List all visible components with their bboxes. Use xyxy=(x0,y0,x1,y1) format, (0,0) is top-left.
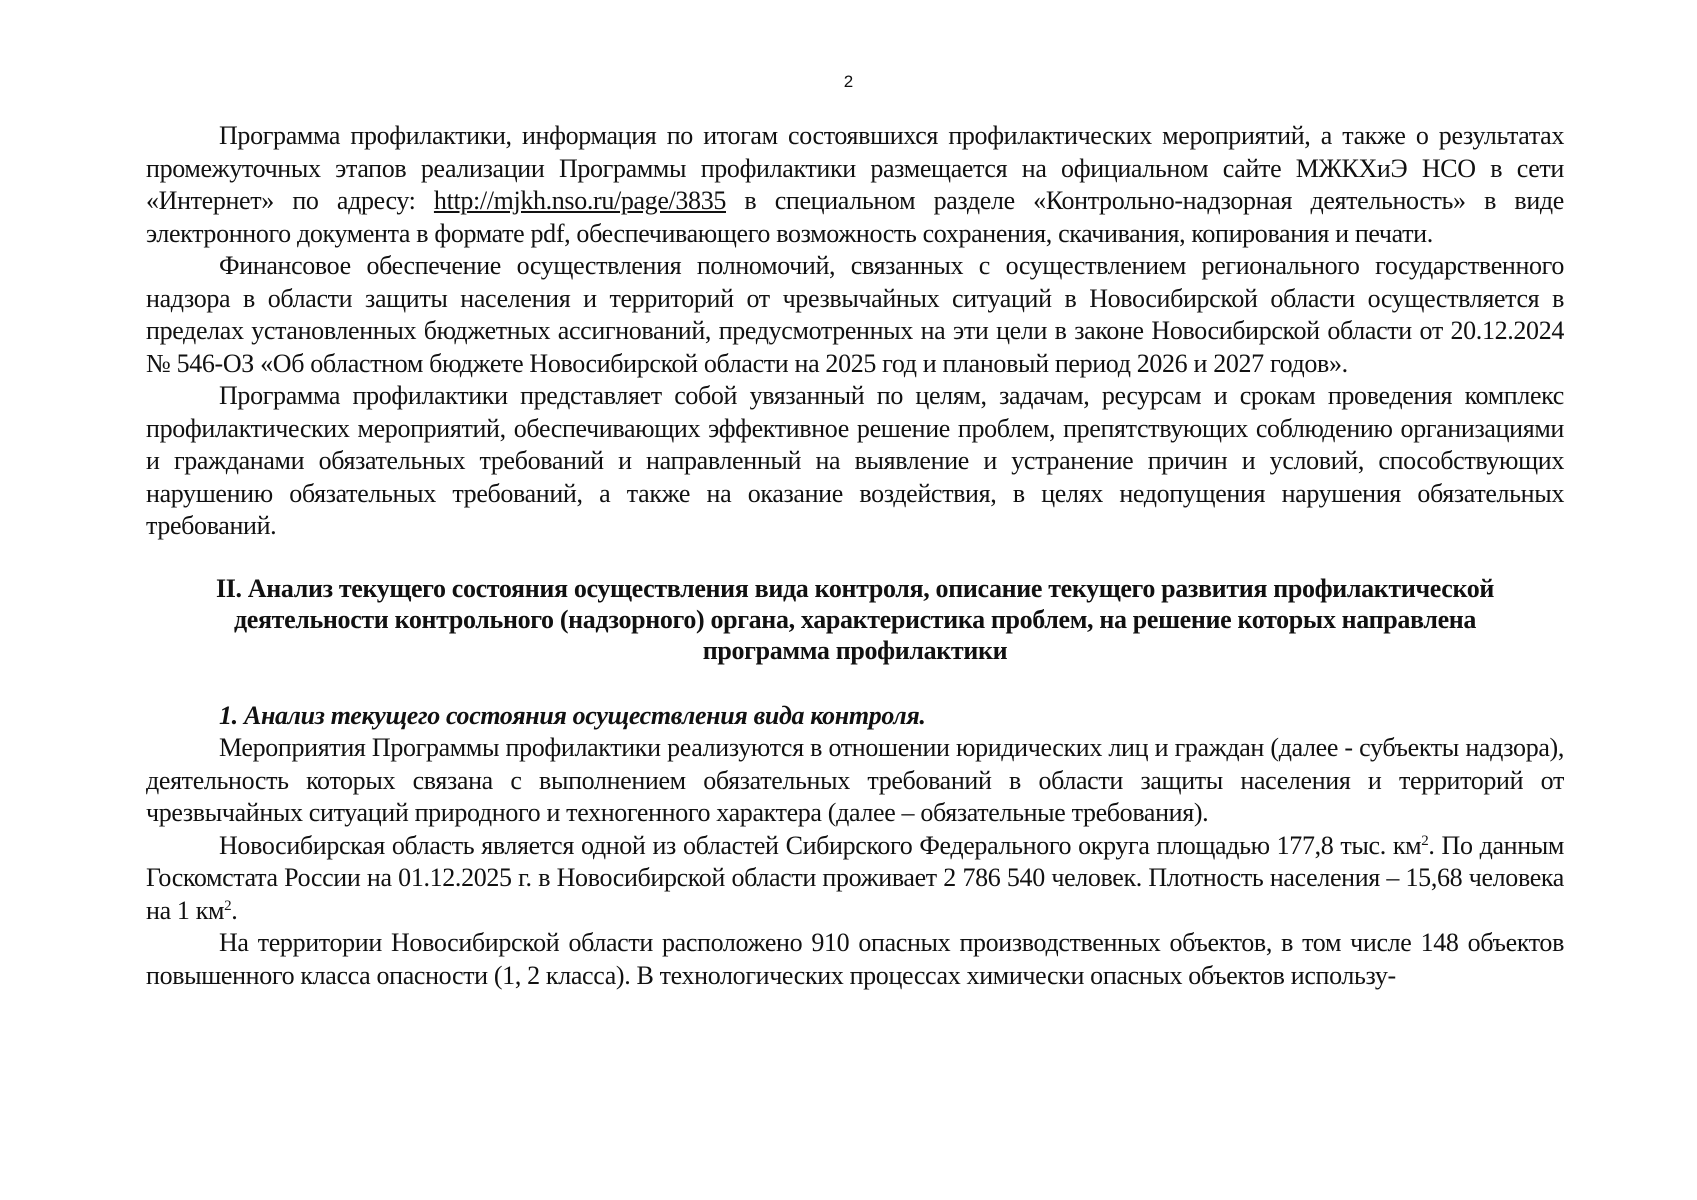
paragraph-program-description: Программа профилактики представляет собой увязанный по целям, задачам, ресурсам и срокам проведения комплекс профилактических мероприятий, обеспечивающих эффективное решение проблем, препятствующих соблюдению организациями и гражданами обязательных требований и направленный на выявление и устранение причин и условий, способствующих нарушению обязательных требований, а также на оказание воздействия, в целях недопущения нарушения обязательных требований. xyxy=(146,381,1564,540)
paragraph-publication-info xyxy=(146,120,1564,250)
page-number: 2 xyxy=(843,72,854,91)
paragraph-subjects: Мероприятия Программы профилактики реализуются в отношении юридических лиц и граждан (далее - субъекты надзора), деятельность которых связана с выполнением обязательных требований в области защиты населения и территорий от чрезвычайных ситуаций природного и техногенного характера (далее – обязательные требования). xyxy=(146,733,1564,827)
paragraph-text: . xyxy=(231,895,238,925)
paragraph-text: Новосибирская область является одной из областей Сибирского Федерального округа площадью 177,8 тыс. км xyxy=(219,830,1422,860)
superscript: 2 xyxy=(1421,832,1429,849)
paragraph-text: . По данным Госкомстата России на 01.12.2025 г. в Новосибирской области проживает 2 786 540 человек. Плотность населения – 15,68 человека на 1 км xyxy=(146,830,1564,925)
paragraph-funding: Финансовое обеспечение осуществления полномочий, связанных с осуществлением регионального государственного надзора в области защиты населения и территорий от чрезвычайных ситуаций в Новосибирской области осуществляется в пределах установленных бюджетных ассигнований, предусмотренных на эти цели в законе Новосибирской области от 20.12.2024 № 546-ОЗ «Об областном бюджете Новосибирской области на 2025 год и плановый период 2026 и 2027 годов». xyxy=(146,251,1564,378)
program-page-link[interactable]: http://mjkh.nso.ru/page/3835 xyxy=(433,186,726,215)
paragraph-text: Программа профилактики, информация по итогам состоявшихся профилактических мероприятий, а также о результатах промежуточных этапов реализации Программы профилактики размещается на официальном сайте МЖКХиЭ НСО в сети «Интернет» по адресу: xyxy=(146,121,1564,215)
paragraph-hazardous-objects: На территории Новосибирской области расположено 910 опасных производственных объектов, в том числе 148 объектов повышенного класса опасности (1, 2 класса). В технологических процессах химически опасных объектов использу- xyxy=(146,928,1564,990)
paragraph-region-info xyxy=(146,830,1564,928)
subsection-heading: 1. Анализ текущего состояния осуществления вида контроля. xyxy=(219,700,926,730)
paragraph-text: в специальном разделе «Контрольно-надзорная деятельность» в виде электронного документа в формате pdf, обеспечивающего возможность сохранения, скачивания, копирования и печати. xyxy=(146,186,1564,248)
section-heading: II. Анализ текущего состояния осуществления вида контроля, описание текущего развития профилактической деятельности контрольного (надзорного) органа, характеристика проблем, на решение которых направлена программа профилактики xyxy=(215,573,1495,665)
superscript: 2 xyxy=(224,897,232,914)
document-body xyxy=(146,120,1564,992)
